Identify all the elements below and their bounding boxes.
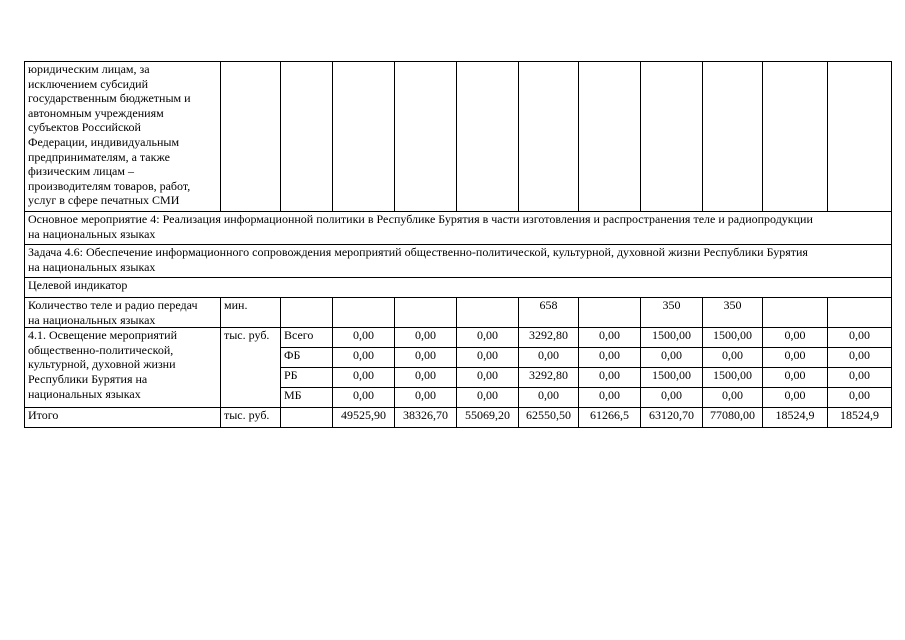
amount-cell: 0,00: [519, 388, 579, 408]
amount-cell: 0,00: [579, 348, 641, 368]
amount-cell: 0,00: [333, 328, 395, 348]
indicator-value: [763, 298, 828, 328]
amount-cell: 0,00: [763, 328, 828, 348]
amount-cell: 0,00: [828, 388, 892, 408]
indicator-value: [395, 298, 457, 328]
activity-row: [25, 328, 892, 348]
activity-4-1-name: [25, 328, 221, 408]
indicator-value: [828, 298, 892, 328]
amount-cell: 0,00: [579, 388, 641, 408]
budget-table-body: [25, 62, 892, 428]
text-line: Задача 4.6: Обеспечение информационного сопровождения мероприятий общественно-политической, культурной, духовной жизни Республики Бурятия: [28, 245, 808, 259]
amount-cell: 0,00: [333, 368, 395, 388]
amount-cell: 1500,00: [703, 328, 763, 348]
indicator-value: [457, 298, 519, 328]
budget-table: [24, 61, 892, 428]
empty-cell: [281, 62, 333, 212]
total-amount: 61266,5: [579, 408, 641, 428]
empty-cell: [763, 62, 828, 212]
total-amount: 18524,9: [763, 408, 828, 428]
indicator-value: 350: [703, 298, 763, 328]
text-line: Основное мероприятие 4: Реализация информационной политики в Республике Бурятия в части изготовления и распространения теле и радиопродукции: [28, 212, 813, 226]
amount-cell: 1500,00: [641, 328, 703, 348]
amount-cell: 0,00: [828, 348, 892, 368]
empty-cell: [395, 62, 457, 212]
section-row: [25, 212, 892, 245]
amount-cell: 0,00: [579, 328, 641, 348]
text-line: национальных языках: [28, 386, 141, 401]
total-amount: 77080,00: [703, 408, 763, 428]
total-amount: 18524,9: [828, 408, 892, 428]
text-line: юридическим лицам, за: [28, 62, 150, 76]
indicator-value: 658: [519, 298, 579, 328]
measure-4-title: [25, 212, 892, 245]
text-line: 4.1. Освещение мероприятий: [28, 328, 178, 343]
text-line: субъектов Российской: [28, 120, 141, 135]
amount-cell: 0,00: [457, 388, 519, 408]
total-amount: 38326,70: [395, 408, 457, 428]
amount-cell: 0,00: [395, 388, 457, 408]
text-line: предпринимателям, а также: [28, 149, 170, 164]
amount-cell: 1500,00: [703, 368, 763, 388]
amount-cell: 0,00: [395, 348, 457, 368]
section-row: [25, 245, 892, 278]
amount-cell: 0,00: [828, 328, 892, 348]
total-amount: 55069,20: [457, 408, 519, 428]
total-amount: 62550,50: [519, 408, 579, 428]
empty-cell: [579, 62, 641, 212]
amount-cell: 0,00: [519, 348, 579, 368]
empty-cell: [703, 62, 763, 212]
amount-cell: 3292,80: [519, 328, 579, 348]
amount-cell: 0,00: [395, 328, 457, 348]
funding-source: ФБ: [281, 348, 333, 368]
text-line: исключением субсидий: [28, 76, 149, 91]
text-line: культурной, духовной жизни: [28, 357, 176, 372]
amount-cell: 0,00: [641, 388, 703, 408]
funding-source: РБ: [281, 368, 333, 388]
amount-cell: 0,00: [333, 388, 395, 408]
indicator-unit: мин.: [221, 298, 281, 328]
amount-cell: 1500,00: [641, 368, 703, 388]
text-line: на национальных языках: [28, 259, 156, 274]
text-line: Республики Бурятия на: [28, 371, 148, 386]
total-unit: тыс. руб.: [221, 408, 281, 428]
amount-cell: 0,00: [763, 368, 828, 388]
indicator-name: [25, 298, 221, 328]
text-line: производителям товаров, работ,: [28, 178, 191, 193]
total-label: Итого: [25, 408, 221, 428]
amount-cell: 0,00: [828, 368, 892, 388]
indicator-value: [333, 298, 395, 328]
amount-cell: 0,00: [641, 348, 703, 368]
total-row: [25, 408, 892, 428]
amount-cell: 3292,80: [519, 368, 579, 388]
amount-cell: 0,00: [703, 348, 763, 368]
activity-4-1-unit: тыс. руб.: [221, 328, 281, 408]
text-line: Количество теле и радио передач: [28, 298, 198, 312]
empty-cell: [333, 62, 395, 212]
continued-item-cell: [25, 62, 221, 212]
empty-cell: [641, 62, 703, 212]
amount-cell: 0,00: [579, 368, 641, 388]
indicator-row: [25, 298, 892, 328]
funding-source: МБ: [281, 388, 333, 408]
amount-cell: 0,00: [333, 348, 395, 368]
empty-cell: [221, 62, 281, 212]
amount-cell: 0,00: [457, 368, 519, 388]
total-source: [281, 408, 333, 428]
text-line: общественно-политической,: [28, 342, 174, 357]
text-line: государственным бюджетным и: [28, 91, 191, 106]
text-line: услуг в сфере печатных СМИ: [28, 193, 180, 208]
indicator-value: [281, 298, 333, 328]
funding-source: Всего: [281, 328, 333, 348]
indicator-value: [579, 298, 641, 328]
amount-cell: 0,00: [763, 388, 828, 408]
text-line: на национальных языках: [28, 312, 156, 327]
task-4-6-title: [25, 245, 892, 278]
total-amount: 63120,70: [641, 408, 703, 428]
target-indicator-title: Целевой индикатор: [25, 278, 892, 298]
indicator-value: 350: [641, 298, 703, 328]
amount-cell: 0,00: [457, 328, 519, 348]
section-row: [25, 278, 892, 298]
amount-cell: 0,00: [395, 368, 457, 388]
text-line: автономным учреждениям: [28, 105, 164, 120]
text-line: физическим лицам –: [28, 164, 134, 179]
text-line: Федерации, индивидуальным: [28, 134, 180, 149]
amount-cell: 0,00: [763, 348, 828, 368]
table-row: [25, 62, 892, 212]
text-line: на национальных языках: [28, 226, 156, 241]
amount-cell: 0,00: [703, 388, 763, 408]
empty-cell: [457, 62, 519, 212]
empty-cell: [519, 62, 579, 212]
empty-cell: [828, 62, 892, 212]
total-amount: 49525,90: [333, 408, 395, 428]
amount-cell: 0,00: [457, 348, 519, 368]
